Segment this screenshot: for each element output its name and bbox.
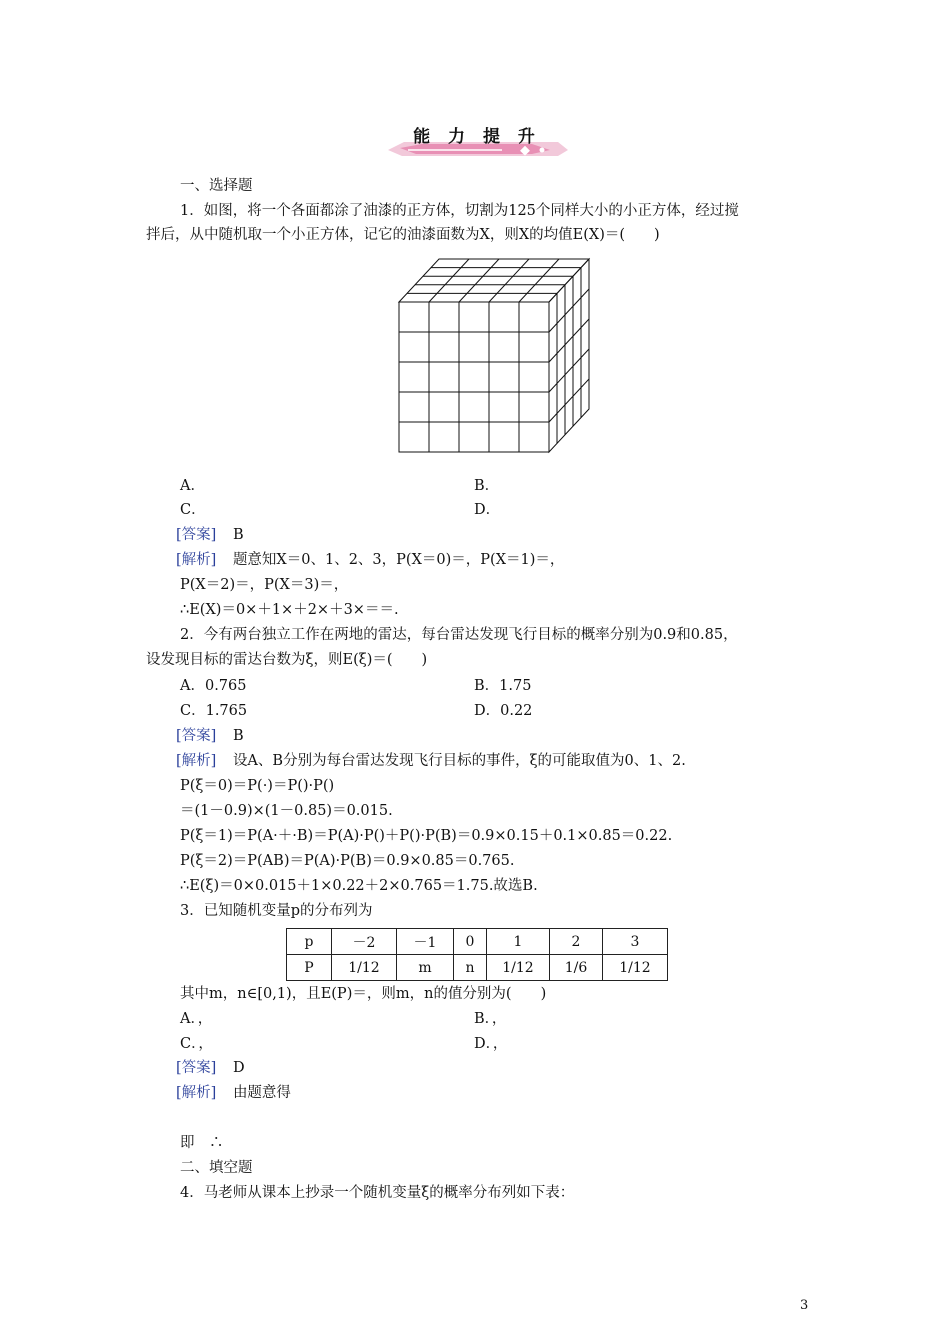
q1-option-d: D． xyxy=(474,502,501,518)
q2-analysis-line1: 设A、B分别为每台雷达发现飞行目标的事件，ξ的可能取值为0、1、2. xyxy=(232,753,686,769)
q3-line1: 3．已知随机变量p的分布列为 xyxy=(180,903,373,919)
table-cell: m xyxy=(397,955,454,981)
table-cell: －2 xyxy=(332,929,397,955)
q1-option-c: C． xyxy=(180,502,206,518)
q1-line2: 拌后，从中随机取一个小正方体，记它的油漆面数为X，则X的均值E(X)＝( ) xyxy=(146,227,660,243)
table-cell: 0 xyxy=(454,929,487,955)
section-heading-fill: 二、填空题 xyxy=(180,1160,253,1176)
q2-analysis-line4: P(ξ＝1)＝P(A·＋·B)＝P(A)·P()＋P()·P(B)＝0.9×0.15＋0.1×0.85＝0.22. xyxy=(180,828,673,844)
q2-answer-row xyxy=(176,726,244,746)
answer-tag: [答案] xyxy=(176,1060,217,1076)
q1-analysis-line3: ∴E(X)＝0×＋1×＋2×＋3×＝＝. xyxy=(180,602,399,618)
table-cell: －1 xyxy=(397,929,454,955)
q3-answer: D xyxy=(232,1060,245,1076)
q2-analysis-line6: ∴E(ξ)＝0×0.015＋1×0.22＋2×0.765＝1.75.故选B. xyxy=(180,878,538,894)
table-cell: 1/6 xyxy=(550,955,603,981)
table-row xyxy=(287,929,668,955)
table-cell: n xyxy=(454,955,487,981)
table-cell: 1/12 xyxy=(487,955,550,981)
q1-analysis-line1: 题意知X＝0、1、2、3，P(X＝0)＝，P(X＝1)＝， xyxy=(232,552,565,568)
q2-analysis-line2: P(ξ＝0)＝P(·)＝P()·P() xyxy=(180,778,335,794)
table-cell: 2 xyxy=(550,929,603,955)
table-row xyxy=(287,955,668,981)
q2-option-b: B．1.75 xyxy=(474,678,532,694)
table-cell: 1/12 xyxy=(603,955,668,981)
q3-line2: 其中m，n∈[0,1)，且E(P)＝，则m，n的值分别为( ) xyxy=(180,986,547,1002)
section-banner xyxy=(382,120,572,160)
q1-answer-row xyxy=(176,525,244,545)
table-cell: p xyxy=(287,929,332,955)
q3-analysis-line2: 即 ∴ xyxy=(180,1135,224,1151)
q1-analysis-row xyxy=(176,550,564,570)
q3-analysis-line1: 由题意得 xyxy=(232,1085,291,1101)
q1-analysis-line2: P(X＝2)＝，P(X＝3)＝， xyxy=(180,577,349,593)
q1-option-b: B． xyxy=(474,478,500,494)
q3-option-c: C．， xyxy=(180,1036,213,1052)
q3-answer-row xyxy=(176,1058,245,1078)
cube-grid-figure xyxy=(396,256,592,456)
q2-analysis-row xyxy=(176,751,686,771)
q2-analysis-line5: P(ξ＝2)＝P(AB)＝P(A)·P(B)＝0.9×0.85＝0.765. xyxy=(180,853,515,869)
q2-line2: 设发现目标的雷达台数为ξ，则E(ξ)＝( ) xyxy=(146,652,428,668)
q2-option-d: D．0.22 xyxy=(474,703,533,719)
table-cell: 1 xyxy=(487,929,550,955)
q1-option-a: A． xyxy=(180,478,205,494)
q4-line1: 4．马老师从课本上抄录一个随机变量ξ的概率分布列如下表： xyxy=(180,1185,575,1201)
table-cell: P xyxy=(287,955,332,981)
distribution-table xyxy=(286,928,668,981)
table-cell: 1/12 xyxy=(332,955,397,981)
section-title: 能 力 提 升 xyxy=(413,127,541,147)
section-heading-choice: 一、选择题 xyxy=(180,178,253,194)
analysis-tag: [解析] xyxy=(176,552,217,568)
q1-answer: B xyxy=(232,527,244,543)
analysis-tag: [解析] xyxy=(176,753,217,769)
q2-option-a: A．0.765 xyxy=(180,678,247,694)
q2-analysis-line3: ＝(1－0.9)×(1－0.85)＝0.015. xyxy=(180,803,393,819)
q3-analysis-row xyxy=(176,1083,291,1103)
q1-line1: 1．如图，将一个各面都涂了油漆的正方体，切割为125个同样大小的小正方体，经过搅 xyxy=(180,203,739,219)
answer-tag: [答案] xyxy=(176,527,217,543)
q3-option-a: A．， xyxy=(180,1011,213,1027)
table-cell: 3 xyxy=(603,929,668,955)
page-number: 3 xyxy=(800,1298,809,1313)
q2-option-c: C．1.765 xyxy=(180,703,248,719)
q2-answer: B xyxy=(232,728,244,744)
q3-option-d: D．， xyxy=(474,1036,508,1052)
answer-tag: [答案] xyxy=(176,728,217,744)
analysis-tag: [解析] xyxy=(176,1085,217,1101)
q2-line1: 2．今有两台独立工作在两地的雷达，每台雷达发现飞行目标的概率分别为0.9和0.85， xyxy=(180,627,738,643)
q3-option-b: B．， xyxy=(474,1011,507,1027)
